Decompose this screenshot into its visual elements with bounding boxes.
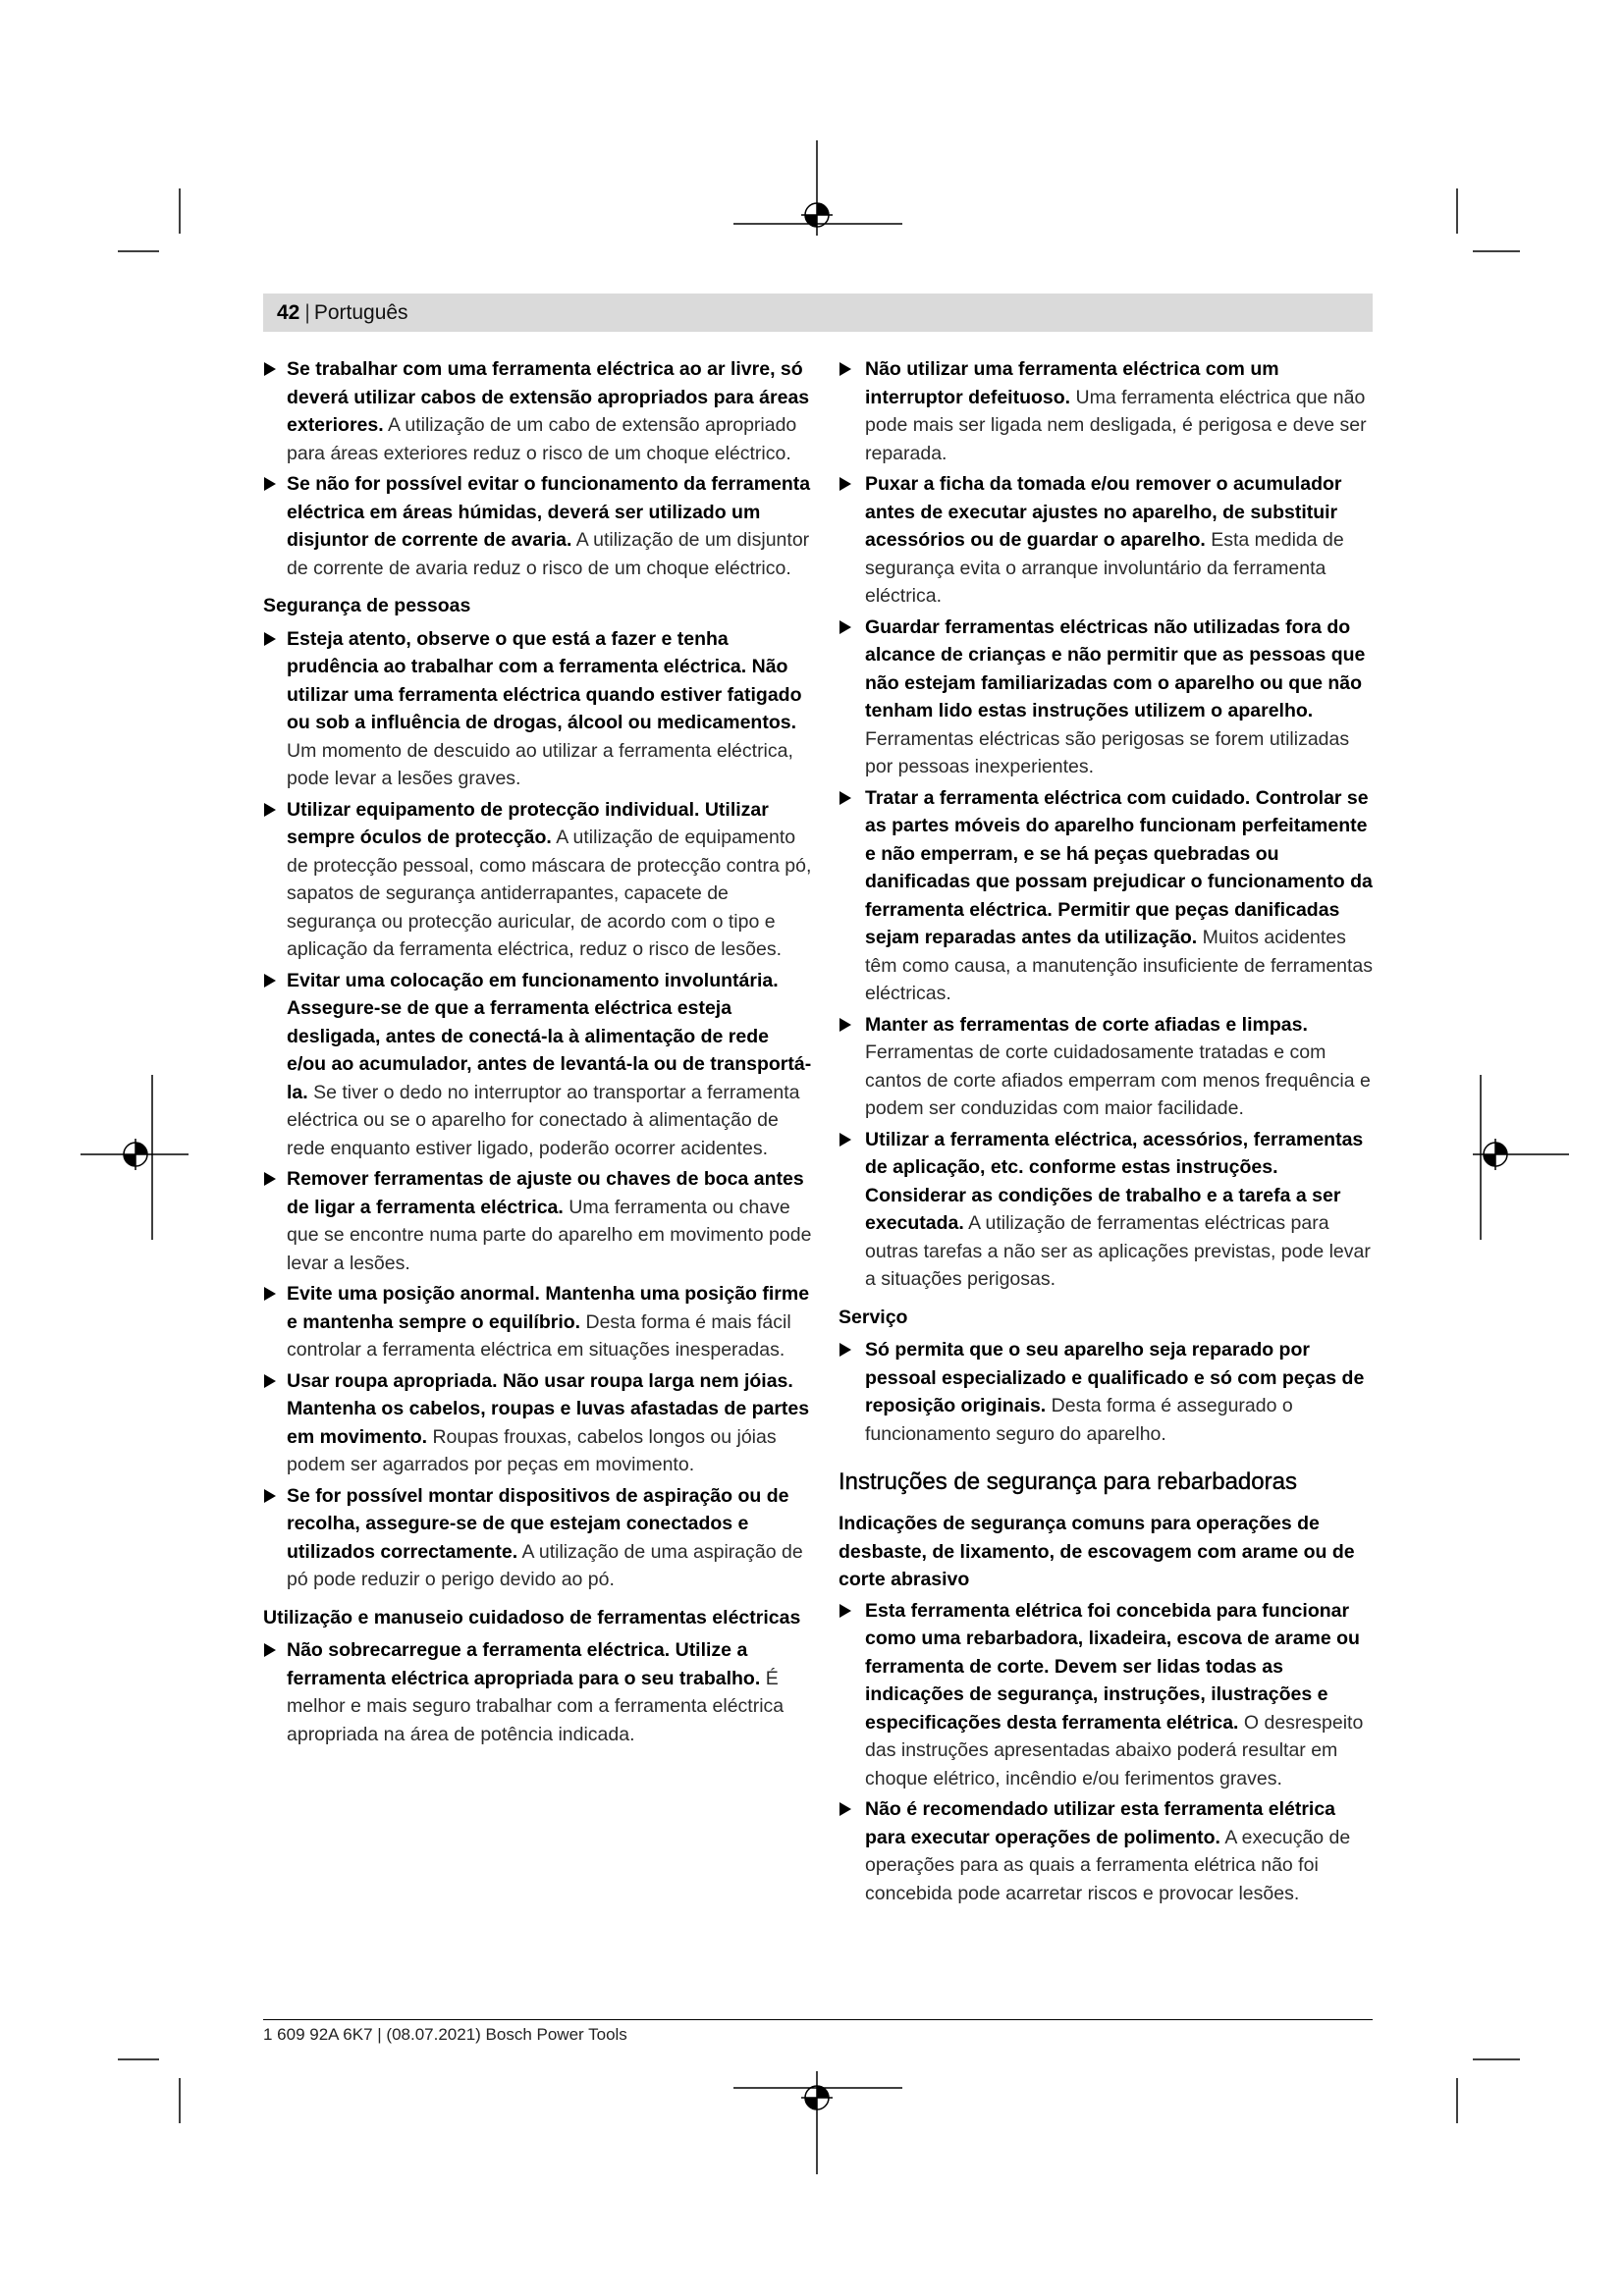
- item-body-text: Desta forma é assegurado o funcionamento seguro do aparelho.: [865, 1395, 1293, 1445]
- item-body-text: Esta medida de segurança evita o arranque involuntário da ferramenta eléctrica.: [865, 529, 1344, 607]
- chapter-title: Instruções de segurança para rebarbadoras: [839, 1468, 1297, 1495]
- bullet-arrow-icon: [839, 1018, 851, 1032]
- bullet-arrow-icon: [839, 1343, 851, 1357]
- item-text: [287, 355, 813, 467]
- item-bold-text: Usar roupa apropriada. Não usar roupa larga nem jóias. Mantenha os cabelos, roupas e luvas afastadas de partes em movimento.: [287, 1369, 810, 1448]
- page-header: [263, 294, 1373, 332]
- safety-item: [263, 1367, 813, 1479]
- safety-item: [263, 1482, 813, 1594]
- item-text: [287, 1367, 813, 1479]
- bullet-arrow-icon: [264, 362, 276, 376]
- item-bold-text: Se não for possível evitar o funcionamento da ferramenta eléctrica em áreas húmidas, deverá ser utilizado um disjuntor de corrente de avaria.: [287, 473, 811, 551]
- right-column: [839, 355, 1375, 1910]
- section-heading: Segurança de pessoas: [263, 595, 471, 616]
- safety-item: [263, 796, 813, 964]
- item-body-text: A execução de operações para as quais a ferramenta elétrica não foi concebida pode acarretar riscos e provocar lesões.: [865, 1826, 1351, 1904]
- safety-item: [263, 967, 813, 1163]
- page-number: 42: [277, 301, 300, 324]
- safety-item: [839, 1795, 1375, 1907]
- item-bold-text: Remover ferramentas de ajuste ou chaves de boca antes de ligar a ferramenta eléctrica.: [287, 1168, 804, 1218]
- item-text: [865, 1597, 1375, 1793]
- item-text: [865, 1011, 1375, 1123]
- safety-item: [839, 1126, 1375, 1294]
- header-text: [277, 301, 408, 325]
- safety-item: [839, 1011, 1375, 1123]
- registration-target-icon: [801, 2086, 833, 2109]
- safety-item: [839, 1336, 1375, 1448]
- bullet-arrow-icon: [264, 1374, 276, 1388]
- left-column: [263, 355, 813, 1751]
- bullet-arrow-icon: [839, 1133, 851, 1147]
- bullet-arrow-icon: [839, 1604, 851, 1618]
- item-body-text: A utilização de equipamento de protecção pessoal, como máscara de protecção contra pó, sapatos de segurança antiderrapantes, capacete de segurança ou protecção auricular, de acordo com o tipo e aplicação da ferramenta eléctrica, reduz o risco de lesões.: [287, 827, 812, 960]
- item-body-text: O desrespeito das instruções apresentadas abaixo poderá resultar em choque elétrico, incêndio e/ou ferimentos graves.: [865, 1711, 1364, 1789]
- bullet-arrow-icon: [264, 803, 276, 817]
- item-bold-text: Se for possível montar dispositivos de aspiração ou de recolha, assegure-se de que estejam conectados e utilizados correctamente.: [287, 1484, 789, 1563]
- item-bold-text: Esta ferramenta elétrica foi concebida para funcionar como uma rebarbadora, lixadeira, escova de arame ou ferramenta de corte. Devem ser lidas todas as indicações de segurança, instruções, ilustrações e especificações desta ferramenta elétrica.: [865, 1599, 1360, 1734]
- safety-item: [263, 1165, 813, 1277]
- item-text: [287, 1280, 813, 1364]
- item-body-text: Roupas frouxas, cabelos longos ou jóias podem ser agarrados por peças em movimento.: [287, 1425, 777, 1475]
- item-text: [865, 1336, 1375, 1448]
- bullet-arrow-icon: [264, 1172, 276, 1186]
- safety-item: [263, 1636, 813, 1748]
- item-body-text: A utilização de um disjuntor de corrente de avaria reduz o risco de um choque eléctrico.: [287, 529, 810, 579]
- item-bold-text: Esteja atento, observe o que está a fazer e tenha prudência ao trabalhar com a ferramenta eléctrica. Não utilizar uma ferramenta eléctrica quando estiver fatigado ou sob a influência de drogas, álcool ou medicamentos.: [287, 627, 802, 733]
- safety-item: [839, 1597, 1375, 1793]
- bullet-arrow-icon: [264, 1287, 276, 1301]
- safety-item: [839, 470, 1375, 611]
- item-body-text: A utilização de ferramentas eléctricas para outras tarefas a não ser as aplicações previstas, pode levar a situações perigosas.: [865, 1212, 1371, 1290]
- item-text: [865, 614, 1375, 781]
- safety-item: [263, 470, 813, 582]
- section-heading: Serviço: [839, 1306, 908, 1328]
- item-text: [287, 1482, 813, 1594]
- item-body-text: Desta forma é mais fácil controlar a ferramenta eléctrica em situações inesperadas.: [287, 1310, 791, 1361]
- bullet-arrow-icon: [839, 477, 851, 491]
- item-body-text: A utilização de um cabo de extensão apropriado para áreas exteriores reduz o risco de um choque eléctrico.: [287, 414, 797, 464]
- item-body-text: Uma ferramenta eléctrica que não pode mais ser ligada nem desligada, é perigosa e deve ser reparada.: [865, 386, 1367, 464]
- subsection-heading: Indicações de segurança comuns para operações de desbaste, de lixamento, de escovagem com arame ou de corte abrasivo: [839, 1513, 1355, 1590]
- bullet-arrow-icon: [264, 477, 276, 491]
- item-text: [287, 625, 813, 793]
- item-bold-text: Utilizar a ferramenta eléctrica, acessórios, ferramentas de aplicação, etc. conforme estas instruções. Considerar as condições de trabalho e a tarefa a ser executada.: [865, 1128, 1364, 1234]
- bullet-arrow-icon: [264, 974, 276, 988]
- item-text: [287, 967, 813, 1163]
- safety-item: [263, 355, 813, 467]
- item-body-text: Um momento de descuido ao utilizar a ferramenta eléctrica, pode levar a lesões graves.: [287, 739, 793, 789]
- safety-item: [263, 1280, 813, 1364]
- bullet-arrow-icon: [839, 362, 851, 376]
- safety-item: [839, 784, 1375, 1008]
- item-body-text: A utilização de uma aspiração de pó pode reduzir o perigo devido ao pó.: [287, 1540, 803, 1590]
- section-heading: Utilização e manuseio cuidadoso de ferramentas eléctricas: [263, 1606, 801, 1629]
- bullet-arrow-icon: [264, 632, 276, 646]
- item-bold-text: Se trabalhar com uma ferramenta eléctrica ao ar livre, só deverá utilizar cabos de extensão apropriados para áreas exteriores.: [287, 358, 810, 436]
- item-bold-text: Utilizar equipamento de protecção individual. Utilizar sempre óculos de protecção.: [287, 798, 769, 848]
- header-separator: |: [304, 301, 310, 324]
- registration-target-icon: [801, 203, 833, 227]
- bullet-arrow-icon: [839, 1802, 851, 1816]
- item-text: [865, 470, 1375, 611]
- item-text: [287, 1165, 813, 1277]
- item-body-text: Se tiver o dedo no interruptor ao transportar a ferramenta eléctrica ou se o aparelho for conectado à alimentação de rede enquanto estiver ligado, poderão ocorrer acidentes.: [287, 1081, 800, 1159]
- item-bold-text: Não sobrecarregue a ferramenta eléctrica. Utilize a ferramenta eléctrica apropriada para o seu trabalho.: [287, 1639, 761, 1689]
- item-bold-text: Evitar uma colocação em funcionamento involuntária. Assegure-se de que a ferramenta eléctrica esteja desligada, antes de conectá-la à alimentação de rede e/ou ao acumulador, antes de levantá-la ou de transportá-la.: [287, 969, 812, 1103]
- item-body-text: Ferramentas de corte cuidadosamente tratadas e com cantos de corte afiados emperram com menos frequência e podem ser conduzidas com maior facilidade.: [865, 1041, 1371, 1119]
- item-bold-text: Não utilizar uma ferramenta eléctrica com um interruptor defeituoso.: [865, 358, 1279, 408]
- item-text: [287, 1636, 813, 1748]
- item-body-text: Ferramentas eléctricas são perigosas se forem utilizadas por pessoas inexperientes.: [865, 727, 1350, 777]
- item-bold-text: Puxar a ficha da tomada e/ou remover o acumulador antes de executar ajustes no aparelho, de substituir acessórios ou de guardar o aparelho.: [865, 473, 1342, 551]
- item-bold-text: Não é recomendado utilizar esta ferramenta elétrica para executar operações de polimento.: [865, 1798, 1336, 1848]
- bullet-arrow-icon: [839, 620, 851, 634]
- header-language: Português: [313, 301, 408, 324]
- registration-target-icon: [124, 1139, 147, 1170]
- safety-item: [839, 614, 1375, 781]
- footer-divider: [263, 2019, 1373, 2020]
- bullet-arrow-icon: [264, 1643, 276, 1657]
- registration-target-icon: [1484, 1139, 1507, 1170]
- item-body-text: Uma ferramenta ou chave que se encontre numa parte do aparelho em movimento pode levar a lesões.: [287, 1196, 812, 1274]
- item-bold-text: Evite uma posição anormal. Mantenha uma posição firme e mantenha sempre o equilíbrio.: [287, 1283, 810, 1333]
- item-text: [865, 1126, 1375, 1294]
- item-text: [287, 796, 813, 964]
- item-text: [865, 784, 1375, 1008]
- item-text: [865, 355, 1375, 467]
- item-body-text: É melhor e mais seguro trabalhar com a ferramenta eléctrica apropriada na área de potência indicada.: [287, 1667, 785, 1745]
- item-bold-text: Manter as ferramentas de corte afiadas e limpas.: [865, 1013, 1308, 1036]
- footer-text: 1 609 92A 6K7 | (08.07.2021) Bosch Power Tools: [263, 2025, 627, 2044]
- safety-item: [263, 625, 813, 793]
- item-bold-text: Só permita que o seu aparelho seja reparado por pessoal especializado e qualificado e só com peças de reposição originais.: [865, 1339, 1365, 1416]
- item-bold-text: Guardar ferramentas eléctricas não utilizadas fora do alcance de crianças e não permitir que as pessoas que não estejam familiarizadas com o aparelho ou que não tenham lido estas instruções utilizem o aparelho.: [865, 615, 1366, 721]
- item-bold-text: Tratar a ferramenta eléctrica com cuidado. Controlar se as partes móveis do aparelho funcionam perfeitamente e não emperram, e se há peças quebradas ou danificadas que possam prejudicar o funcionamento da ferramenta eléctrica. Permitir que peças danificadas sejam reparadas antes da utilização.: [865, 786, 1373, 948]
- bullet-arrow-icon: [264, 1489, 276, 1503]
- item-text: [287, 470, 813, 582]
- item-body-text: Muitos acidentes têm como causa, a manutenção insuficiente de ferramentas eléctricas.: [865, 927, 1374, 1004]
- item-text: [865, 1795, 1375, 1907]
- bullet-arrow-icon: [839, 791, 851, 805]
- safety-item: [839, 355, 1375, 467]
